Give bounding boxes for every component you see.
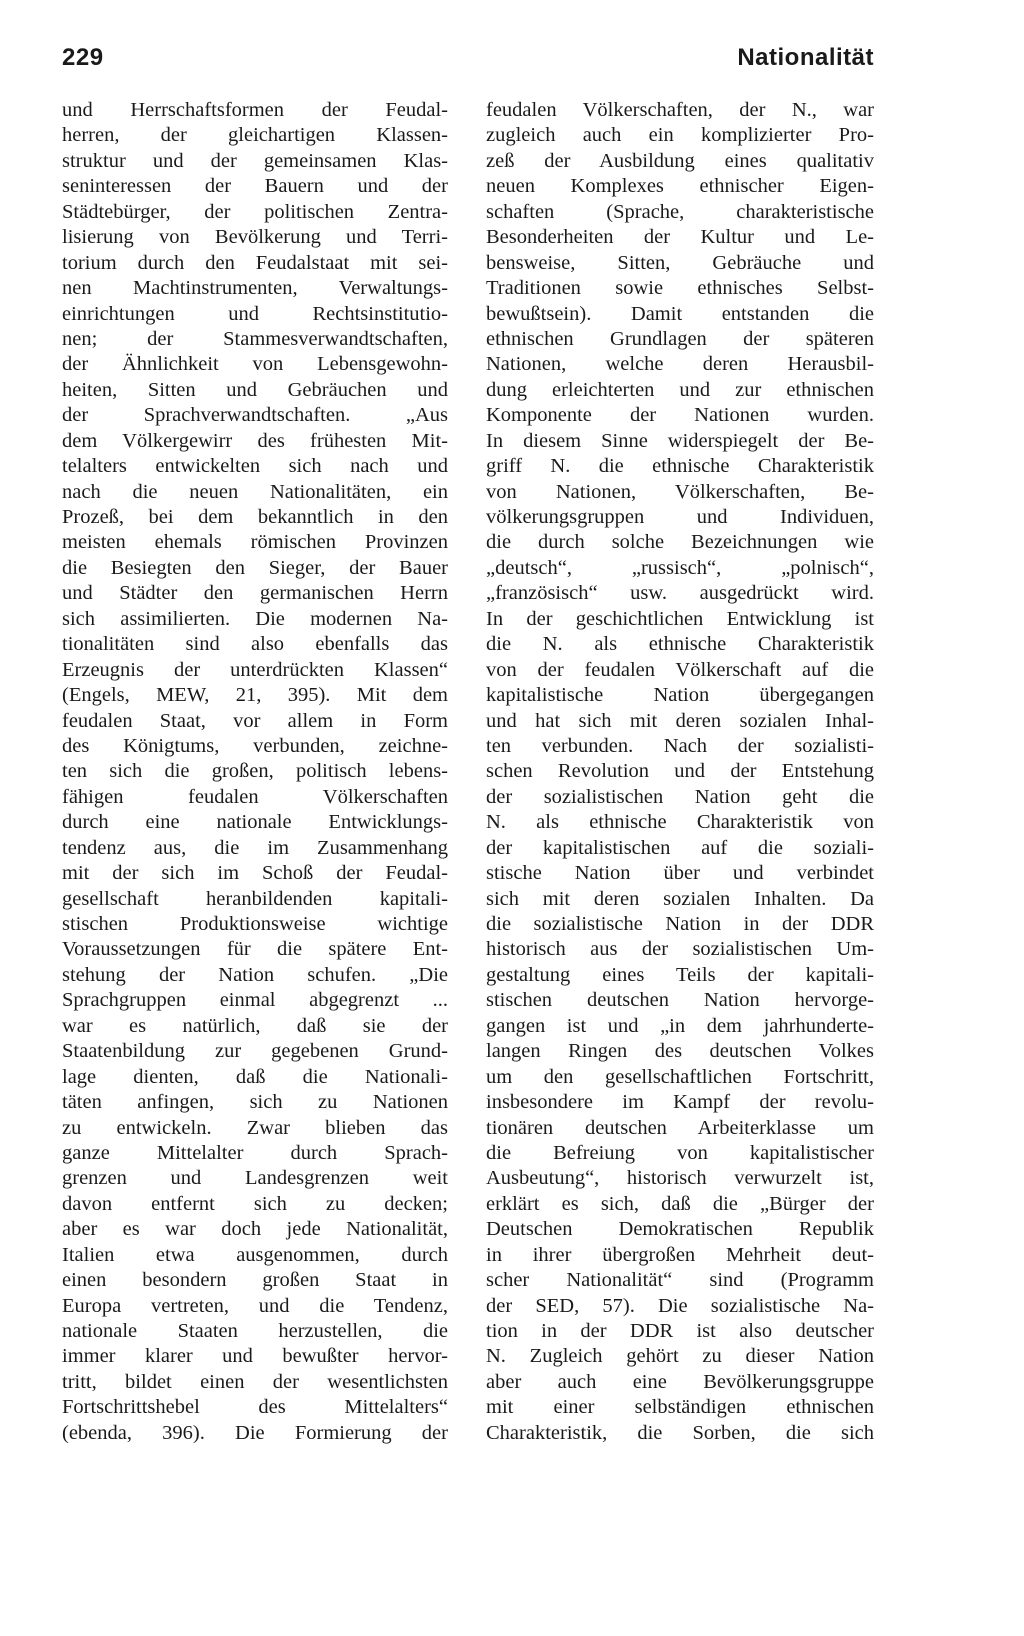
running-head: Nationalität xyxy=(737,44,874,71)
text-line: kapitalistische Nation übergegangen xyxy=(486,684,874,707)
text-line: der Ähnlichkeit von Lebensgewohn- xyxy=(62,353,448,376)
text-line: von der feudalen Völkerschaft auf die xyxy=(486,658,874,681)
text-line: der kapitalistischen auf die soziali- xyxy=(486,836,874,859)
text-line: N. Zugleich gehört zu dieser Nation xyxy=(486,1345,874,1368)
text-line: tendenz aus, die im Zusammenhang xyxy=(62,836,448,859)
text-line: Prozeß, bei dem bekanntlich in den xyxy=(62,506,448,528)
text-line: feudalen Staat, vor allem in Form xyxy=(62,709,448,732)
text-line: insbesondere im Kampf der revolu- xyxy=(486,1091,874,1114)
text-line: torium durch den Feudalstaat mit sei- xyxy=(62,251,448,274)
text-line: Voraussetzungen für die spätere Ent- xyxy=(62,938,448,961)
text-line: tionären deutschen Arbeiterklasse um xyxy=(486,1116,874,1139)
text-line: neuen Komplexes ethnischer Eigen- xyxy=(486,175,874,198)
text-line: herren, der gleichartigen Klassen- xyxy=(62,124,448,147)
text-line: des Königtums, verbunden, zeichne- xyxy=(62,734,448,757)
text-line: aber es war doch jede Nationalität, xyxy=(62,1218,448,1241)
text-line: war es natürlich, daß sie der xyxy=(62,1014,448,1037)
text-line: Charakteristik, die Sorben, die sich xyxy=(486,1421,874,1444)
text-line: und Städter den germanischen Herrn xyxy=(62,582,448,605)
text-line: und hat sich mit deren sozialen Inhal- xyxy=(486,709,874,732)
text-line: die Befreiung von kapitalistischer xyxy=(486,1141,874,1164)
text-line: der SED, 57). Die sozialistische Na- xyxy=(486,1294,874,1317)
text-line: in ihrer übergroßen Mehrheit deut- xyxy=(486,1243,874,1266)
text-line: tion in der DDR ist also deutscher xyxy=(486,1320,874,1342)
text-line: (Engels, MEW, 21, 395). Mit dem xyxy=(62,684,448,707)
text-line: Staatenbildung zur gegebenen Grund- xyxy=(62,1040,448,1063)
text-line: feudalen Völkerschaften, der N., war xyxy=(486,99,874,121)
text-line: tionalitäten sind also ebenfalls das xyxy=(62,633,448,656)
right-text-column xyxy=(486,98,874,1446)
text-line: und Herrschaftsformen der Feudal- xyxy=(62,99,448,121)
text-line: stische Nation über und verbindet xyxy=(486,862,874,885)
text-line: Deutschen Demokratischen Republik xyxy=(486,1218,874,1241)
text-line: stehung der Nation schufen. „Die xyxy=(62,963,448,986)
text-line: heiten, Sitten und Gebräuchen und xyxy=(62,378,448,401)
text-line: schen Revolution und der Entstehung xyxy=(486,760,874,783)
text-line: dung erleichterten und zur ethnischen xyxy=(486,378,874,401)
text-line: stischen deutschen Nation hervorge- xyxy=(486,989,874,1012)
text-line: ganze Mittelalter durch Sprach- xyxy=(62,1141,448,1164)
text-line: scher Nationalität“ sind (Programm xyxy=(486,1269,874,1292)
text-line: gangen ist und „in dem jahrhunderte- xyxy=(486,1014,874,1037)
text-line: einrichtungen und Rechtsinstitutio- xyxy=(62,302,448,325)
text-line: zeß der Ausbildung eines qualitativ xyxy=(486,149,874,172)
text-line: Italien etwa ausgenommen, durch xyxy=(62,1243,448,1266)
text-line: lisierung von Bevölkerung und Terri- xyxy=(62,226,448,249)
text-line: Traditionen sowie ethnisches Selbst- xyxy=(486,277,874,300)
text-line: griff N. die ethnische Charakteristik xyxy=(486,455,874,478)
text-line: grenzen und Landesgrenzen weit xyxy=(62,1167,448,1190)
text-line: N. als ethnische Charakteristik von xyxy=(486,811,874,834)
text-line: gestaltung eines Teils der kapitali- xyxy=(486,963,874,986)
text-line: Komponente der Nationen wurden. xyxy=(486,404,874,427)
text-line: der Sprachverwandtschaften. „Aus xyxy=(62,404,448,427)
text-line: mit einer selbständigen ethnischen xyxy=(486,1396,874,1419)
text-line: ten verbunden. Nach der sozialisti- xyxy=(486,734,874,757)
text-line: „französisch“ usw. ausgedrückt wird. xyxy=(486,582,874,605)
text-line: Fortschrittshebel des Mittelalters“ xyxy=(62,1396,448,1419)
text-line: bensweise, Sitten, Gebräuche und xyxy=(486,251,874,274)
text-line: In der geschichtlichen Entwicklung ist xyxy=(486,607,874,630)
text-line: schaften (Sprache, charakteristische xyxy=(486,200,874,223)
text-line: durch eine nationale Entwicklungs- xyxy=(62,811,448,834)
text-line: lage dienten, daß die Nationali- xyxy=(62,1065,448,1088)
text-line: Europa vertreten, und die Tendenz, xyxy=(62,1294,448,1317)
text-line: stischen Produktionsweise wichtige xyxy=(62,913,448,935)
text-line: um den gesellschaftlichen Fortschritt, xyxy=(486,1065,874,1088)
text-line: telalters entwickelten sich nach und xyxy=(62,455,448,478)
text-line: täten anfingen, sich zu Nationen xyxy=(62,1091,448,1114)
text-line: von Nationen, Völkerschaften, Be- xyxy=(486,480,874,503)
text-line: aber auch eine Bevölkerungsgruppe xyxy=(486,1370,874,1393)
text-line: die sozialistische Nation in der DDR xyxy=(486,913,874,935)
text-line: nationale Staaten herzustellen, die xyxy=(62,1320,448,1342)
text-line: zugleich auch ein komplizierter Pro- xyxy=(486,124,874,147)
text-line: dem Völkergewirr des frühesten Mit- xyxy=(62,429,448,452)
text-line: Nationen, welche deren Herausbil- xyxy=(486,353,874,376)
text-line: Städtebürger, der politischen Zentra- xyxy=(62,200,448,223)
text-line: sich mit deren sozialen Inhalten. Da xyxy=(486,887,874,910)
text-line: seninteressen der Bauern und der xyxy=(62,175,448,198)
text-line: die Besiegten den Sieger, der Bauer xyxy=(62,556,448,579)
text-line: In diesem Sinne widerspiegelt der Be- xyxy=(486,429,874,452)
text-line: ten sich die großen, politisch lebens- xyxy=(62,760,448,783)
text-line: struktur und der gemeinsamen Klas- xyxy=(62,149,448,172)
text-line: immer klarer und bewußter hervor- xyxy=(62,1345,448,1368)
text-line: nen Machtinstrumenten, Verwaltungs- xyxy=(62,277,448,300)
text-line: die N. als ethnische Charakteristik xyxy=(486,633,874,656)
page-number: 229 xyxy=(62,44,104,71)
text-line: historisch aus der sozialistischen Um- xyxy=(486,938,874,961)
text-line: Besonderheiten der Kultur und Le- xyxy=(486,226,874,249)
text-line: sich assimilierten. Die modernen Na- xyxy=(62,607,448,630)
text-line: fähigen feudalen Völkerschaften xyxy=(62,785,448,808)
text-line: völkerungsgruppen und Individuen, xyxy=(486,506,874,528)
text-line: (ebenda, 396). Die Formierung der xyxy=(62,1421,448,1444)
text-line: erklärt es sich, daß die „Bürger der xyxy=(486,1192,874,1215)
text-line: der sozialistischen Nation geht die xyxy=(486,785,874,808)
text-line: „deutsch“, „russisch“, „polnisch“, xyxy=(486,556,874,579)
text-line: zu entwickeln. Zwar blieben das xyxy=(62,1116,448,1139)
text-line: die durch solche Bezeichnungen wie xyxy=(486,531,874,554)
text-line: Sprachgruppen einmal abgegrenzt ... xyxy=(62,989,448,1012)
text-line: einen besondern großen Staat in xyxy=(62,1269,448,1292)
text-line: langen Ringen des deutschen Volkes xyxy=(486,1040,874,1063)
text-line: Ausbeutung“, historisch verwurzelt ist, xyxy=(486,1167,874,1190)
text-line: Erzeugnis der unterdrückten Klassen“ xyxy=(62,658,448,681)
text-line: davon entfernt sich zu decken; xyxy=(62,1192,448,1215)
text-line: nach die neuen Nationalitäten, ein xyxy=(62,480,448,503)
text-line: mit der sich im Schoß der Feudal- xyxy=(62,862,448,885)
text-line: bewußtsein). Damit entstanden die xyxy=(486,302,874,325)
left-text-column xyxy=(62,98,448,1446)
text-line: ethnischen Grundlagen der späteren xyxy=(486,327,874,350)
text-line: gesellschaft heranbildenden kapitali- xyxy=(62,887,448,910)
text-line: tritt, bildet einen der wesentlichsten xyxy=(62,1370,448,1393)
text-line: meisten ehemals römischen Provinzen xyxy=(62,531,448,554)
text-line: nen; der Stammesverwandtschaften, xyxy=(62,327,448,350)
